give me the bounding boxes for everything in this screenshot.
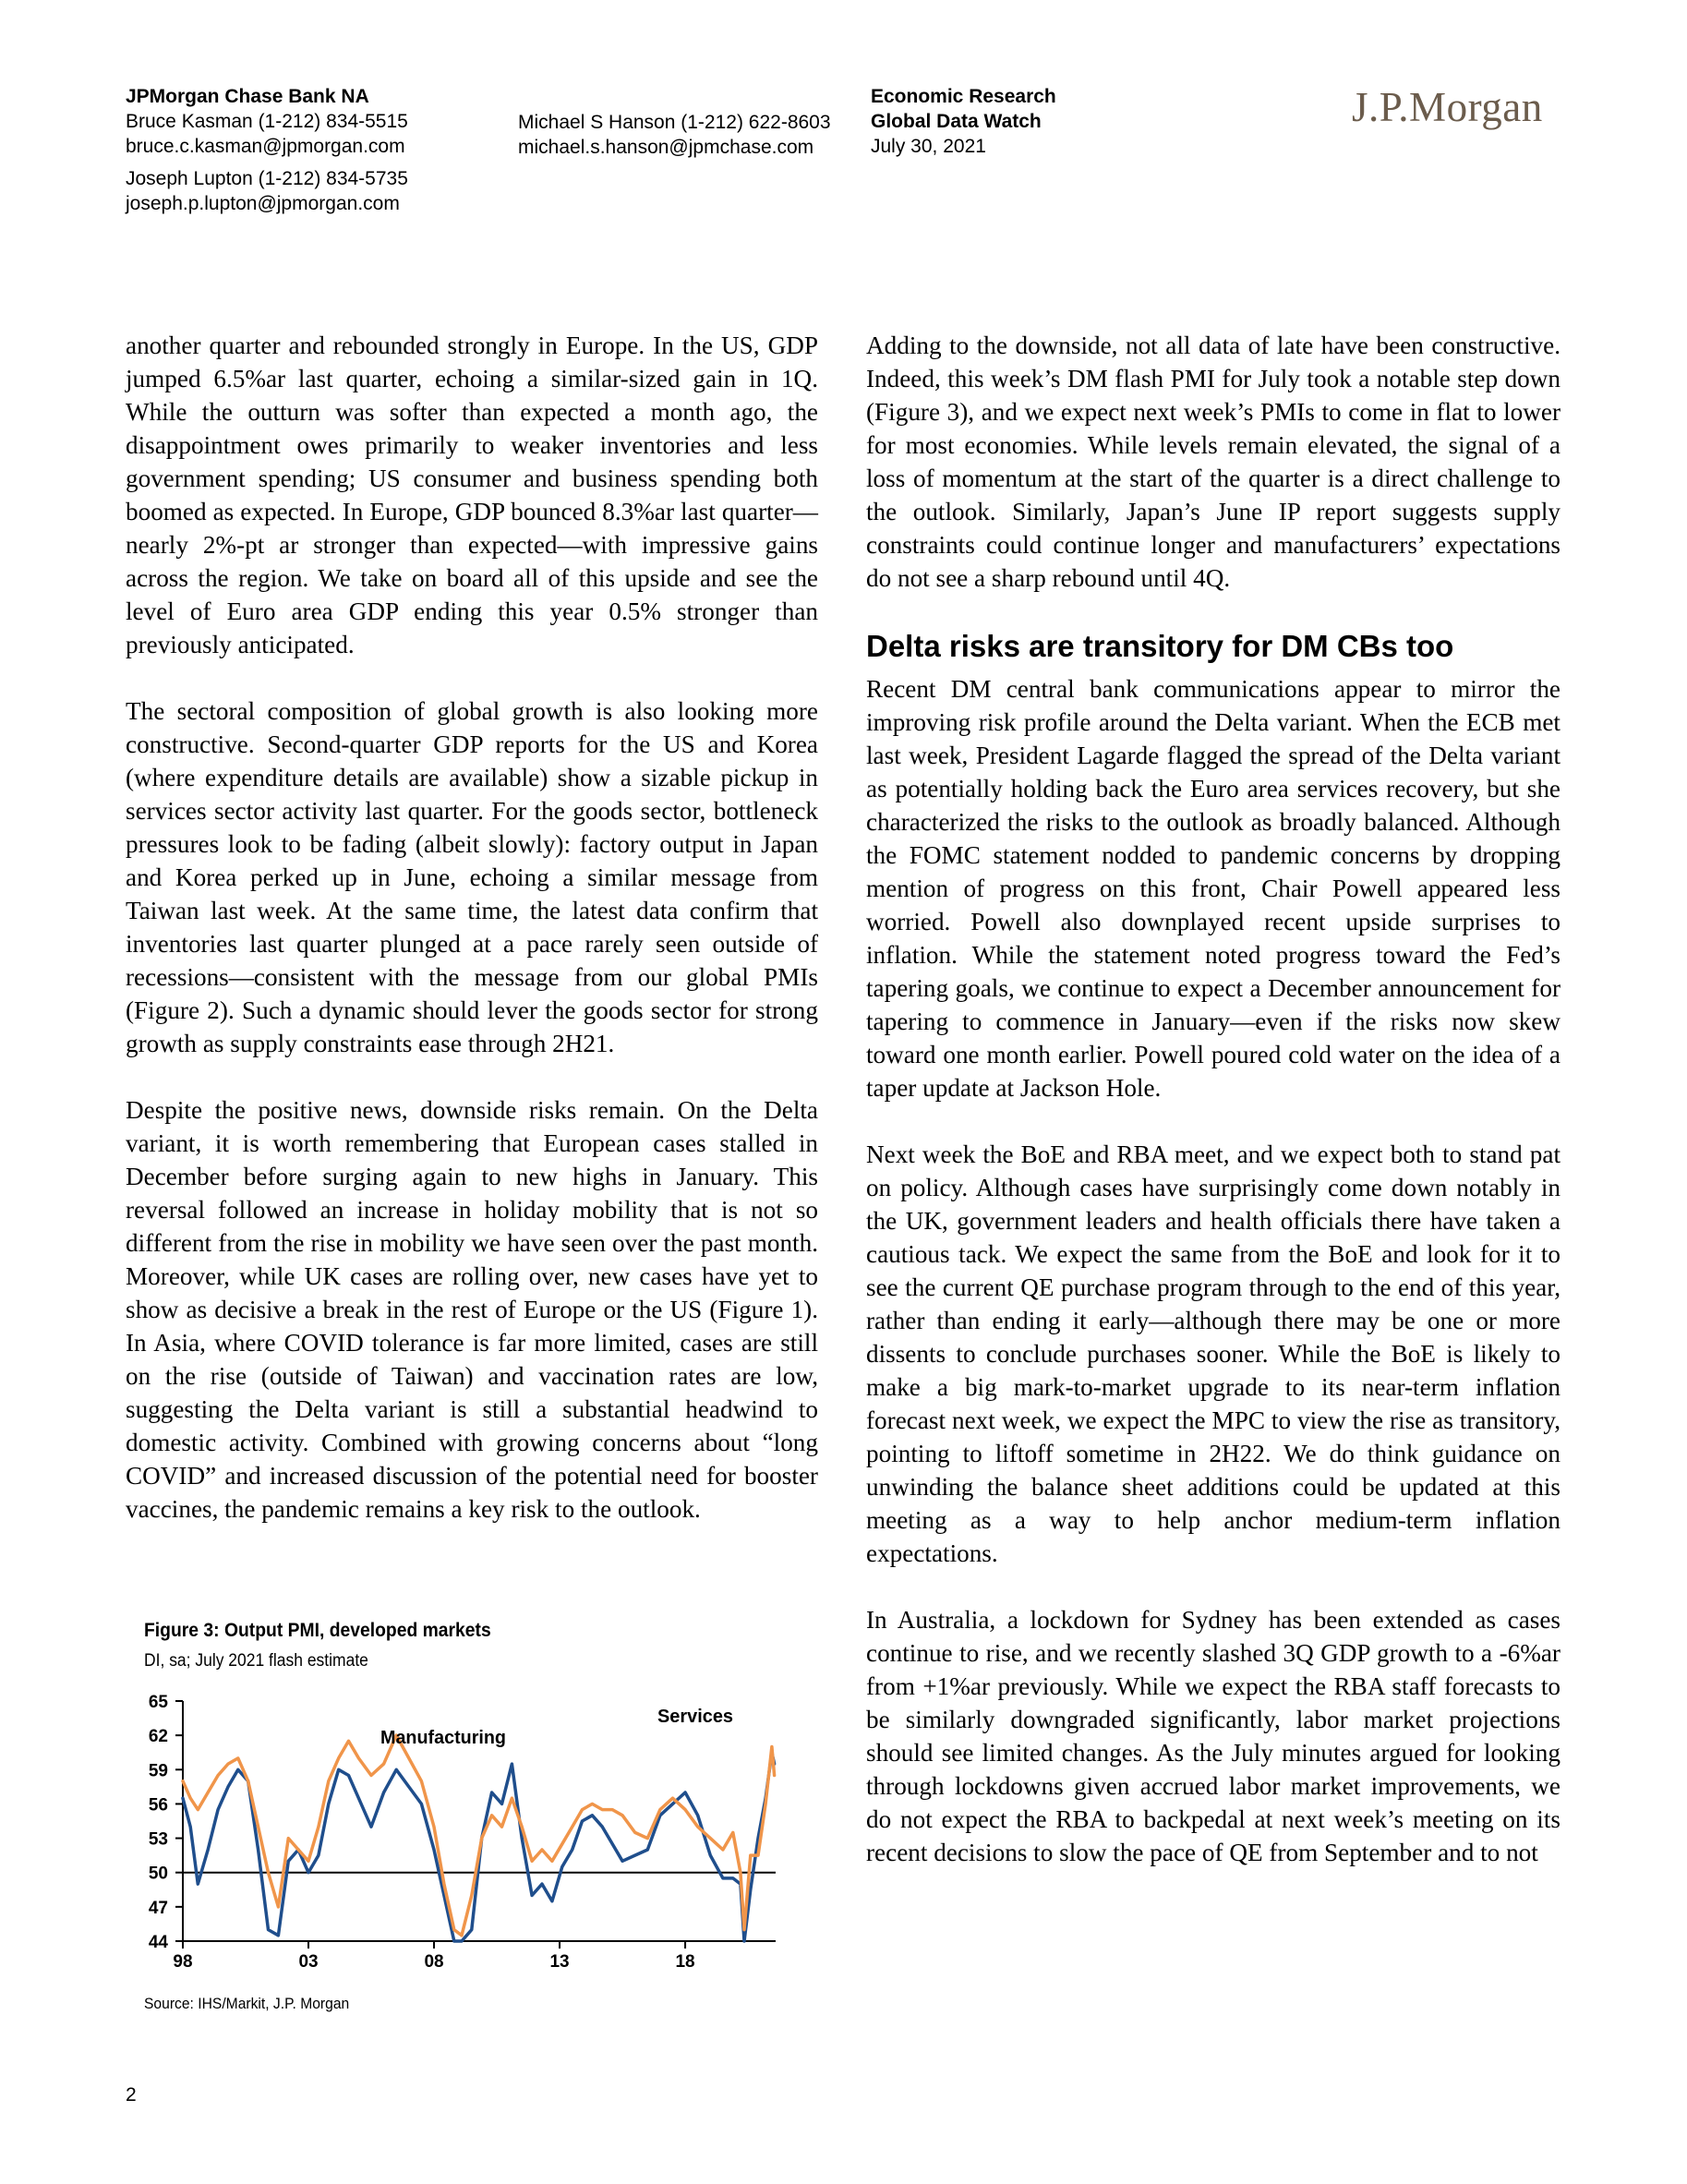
y-tick-label: 59 (148, 1761, 168, 1781)
bank-name: JPMorgan Chase Bank NA (126, 86, 369, 107)
pmi-line-chart (129, 1690, 794, 1995)
right-paragraph-2: Recent DM central bank communications appear to mirror the improving risk profile around the Delta variant. When the ECB met last week, President Lagarde flagged the spread of the Delta variant as potentially holding back the Euro area services recovery, but she characterized the risks to the outlook as broadly balanced. Although the FOMC statement nodded to pandemic concerns by dropping mention of progress on this front, Chair Powell appeared less worried. Powell also downplayed recent upside surprises to inflation. While the statement noted progress toward the Fed’s tapering goals, we continue to expect a December announcement for tapering to commence in January—even if the risks now skew toward one month earlier. Powell poured cold water on the idea of a taper update at Jackson Hole. (866, 675, 1560, 1102)
author-lupton-email[interactable]: joseph.p.lupton@jpmorgan.com (126, 193, 400, 214)
x-tick-label: 98 (173, 1952, 193, 1972)
author-hanson-phone: Michael S Hanson (1-212) 622-8603 (518, 112, 831, 133)
header-authors-left (126, 84, 408, 216)
y-tick-label: 53 (148, 1829, 168, 1850)
author-hanson-email[interactable]: michael.s.hanson@jpmchase.com (518, 137, 814, 158)
author-kasman-phone: Bruce Kasman (1-212) 834-5515 (126, 111, 408, 132)
jpmorgan-logo: J.P.Morgan (1352, 84, 1543, 130)
left-column (126, 329, 818, 1526)
y-tick-label: 44 (148, 1933, 168, 1952)
series-label-services: Services (657, 1707, 733, 1727)
author-kasman-email[interactable]: bruce.c.kasman@jpmorgan.com (126, 136, 405, 157)
figure-subtitle: DI, sa; July 2021 flash estimate (144, 1651, 368, 1671)
right-paragraph-1: Adding to the downside, not all data of late have been constructive. Indeed, this week’s DM flash PMI for July took a notable step down (Figure 3), and we expect next week’s PMIs to come in flat to lower for most economies. While levels remain elevated, the signal of a loss of momentum at the start of the quarter is a direct challenge to the outlook. Similarly, Japan’s June IP report suggests supply constraints could continue longer and manufacturers’ expectations do not see a sharp rebound until 4Q. (866, 332, 1560, 592)
page-number: 2 (126, 2084, 137, 2106)
series-line-services (183, 1735, 775, 1936)
section-heading: Delta risks are transitory for DM CBs too (866, 629, 1454, 663)
x-tick-label: 13 (549, 1952, 570, 1972)
department-name: Economic Research (871, 86, 1056, 107)
right-paragraph-4: In Australia, a lockdown for Sydney has been extended as cases continue to rise, and we recently slashed 3Q GDP growth to a -6%ar from +1%ar previously. While we expect the RBA staff forecasts to be similarly downgraded significantly, labor market projections should see limited changes. As the July minutes argued for looking through lockdowns given accrued labor market improvements, we do not expect the RBA to backpedal at next week’s meeting on its recent decisions to slow the pace of QE from September and to not (866, 1606, 1560, 1866)
x-tick-label: 18 (675, 1952, 695, 1972)
right-paragraph-3: Next week the BoE and RBA meet, and we expect both to stand pat on policy. Although cases have surprisingly come down notably in the UK, government leaders and health officials there have taken a cautious tack. We expect the same from the BoE and look for it to see the current QE purchase program through to the end of this year, rather than ending it early—although there may be one or more dissents to conclude purchases sooner. While the BoE is likely to make a big mark-to-market upgrade to its near-term inflation forecast next week, we expect the MPC to view the rise as transitory, pointing to liftoff sometime in 2H22. We do think guidance on unwinding the balance sheet additions could be updated at this meeting as a way to help anchor medium-term inflation expectations. (866, 1140, 1560, 1567)
x-tick-label: 08 (424, 1952, 444, 1972)
y-tick-label: 50 (148, 1864, 168, 1884)
y-tick-label: 56 (148, 1795, 168, 1816)
left-paragraph-1: another quarter and rebounded strongly in Europe. In the US, GDP jumped 6.5%ar last quarter, echoing a similar-sized gain in 1Q. While the outturn was softer than expected a month ago, the disappointment owes primarily to weaker inventories and less government spending; US consumer and business spending both boomed as expected. In Europe, GDP bounced 8.3%ar last quarter—nearly 2%-pt ar stronger than expected—with impressive gains across the region. We take on board all of this upside and see the level of Euro area GDP ending this year 0.5% stronger than previously anticipated. (126, 332, 818, 658)
author-lupton-phone: Joseph Lupton (1-212) 834-5735 (126, 168, 408, 189)
header-publication-info (871, 84, 1056, 159)
right-column (866, 329, 1560, 1869)
x-tick-label: 03 (298, 1952, 319, 1972)
header-authors-middle (518, 110, 831, 160)
chart-series (183, 1735, 775, 1941)
y-tick-label: 65 (148, 1693, 168, 1712)
publication-name: Global Data Watch (871, 111, 1042, 132)
figure-source: Source: IHS/Markit, J.P. Morgan (144, 1995, 350, 2012)
left-paragraph-2: The sectoral composition of global growth is also looking more constructive. Second-quarter GDP reports for the US and Korea (where expenditure details are available) show a sizable pickup in services sector activity last quarter. For the goods sector, bottleneck pressures look to be fading (albeit slowly): factory output in Japan and Korea perked up in June, echoing a similar message from Taiwan last week. At the same time, the latest data confirm that inventories last quarter plunged at a pace rarely seen outside of recessions—consistent with the message from our global PMIs (Figure 2). Such a dynamic should lever the goods sector for strong growth as supply constraints ease through 2H21. (126, 697, 818, 1057)
y-tick-label: 47 (148, 1898, 168, 1918)
publication-date: July 30, 2021 (871, 136, 986, 157)
left-paragraph-3: Despite the positive news, downside risks remain. On the Delta variant, it is worth remembering that European cases stalled in December before surging again to new highs in January. This reversal followed an increase in holiday mobility that is not so different from the rise in mobility we have seen over the past month. Moreover, while UK cases are rolling over, new cases have yet to show as decisive a break in the rest of Europe or the US (Figure 1). In Asia, where COVID tolerance is far more limited, cases are still on the rise (outside of Taiwan) and vaccination rates are low, suggesting the Delta variant is still a substantial headwind to domestic activity. Combined with growing concerns about “long COVID” and increased discussion of the potential need for booster vaccines, the pandemic remains a key risk to the outlook. (126, 1096, 818, 1523)
figure-title: Figure 3: Output PMI, developed markets (144, 1620, 491, 1641)
series-label-manufacturing: Manufacturing (380, 1728, 506, 1748)
y-tick-label: 62 (148, 1727, 168, 1747)
